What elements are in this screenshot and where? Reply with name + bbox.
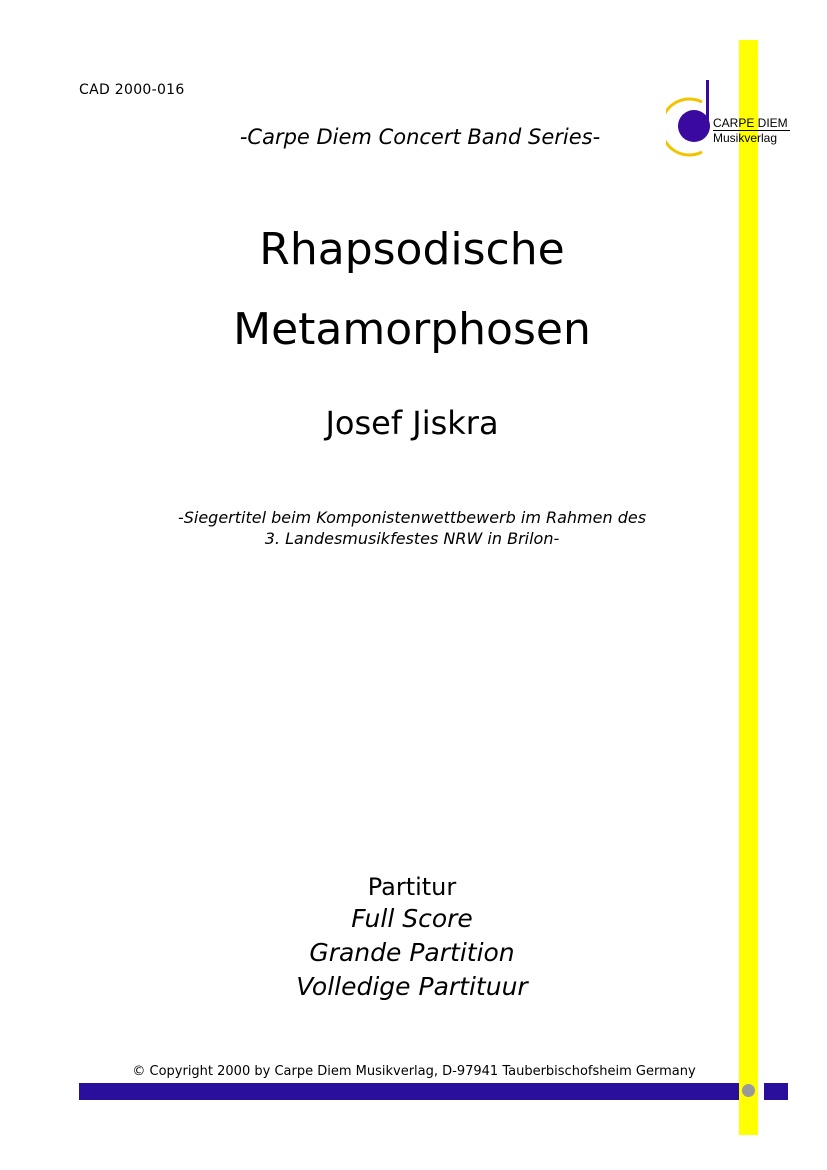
title-line-2: Metamorphosen: [233, 304, 591, 355]
footer-blue-bar-right: [764, 1083, 788, 1100]
title-line-1: Rhapsodische: [259, 224, 565, 275]
publisher-name: Carpe Diem Musikverlag: [274, 1064, 434, 1079]
edition-grande-partition: Grande Partition: [309, 938, 515, 967]
award-note-line-1: -Siegertitel beim Komponistenwettbewerb im Rahmen des: [177, 508, 647, 527]
footer-blue-bar: [79, 1083, 739, 1100]
composer-name: Josef Jiskra: [325, 404, 499, 442]
edition-full-score: Full Score: [351, 904, 473, 933]
copyright-suffix: , D-97941 Tauberbischofsheim Germany: [433, 1064, 696, 1079]
catalog-number: CAD 2000-016: [79, 82, 185, 98]
copyright-prefix: © Copyright 2000 by: [132, 1064, 271, 1079]
copyright-line: [79, 1064, 749, 1079]
footer-dot: [742, 1084, 755, 1097]
yellow-side-bar: [739, 40, 758, 1135]
logo-text-line2: Musikverlag: [713, 131, 778, 145]
award-note-line-2: 3. Landesmusikfestes NRW in Brilon-: [264, 529, 560, 548]
edition-partitur: Partitur: [367, 873, 457, 901]
logo-text-line1: CARPE DIEM: [713, 116, 788, 130]
edition-volledige-partituur: Volledige Partituur: [296, 972, 528, 1001]
series-title: -Carpe Diem Concert Band Series-: [239, 125, 601, 149]
